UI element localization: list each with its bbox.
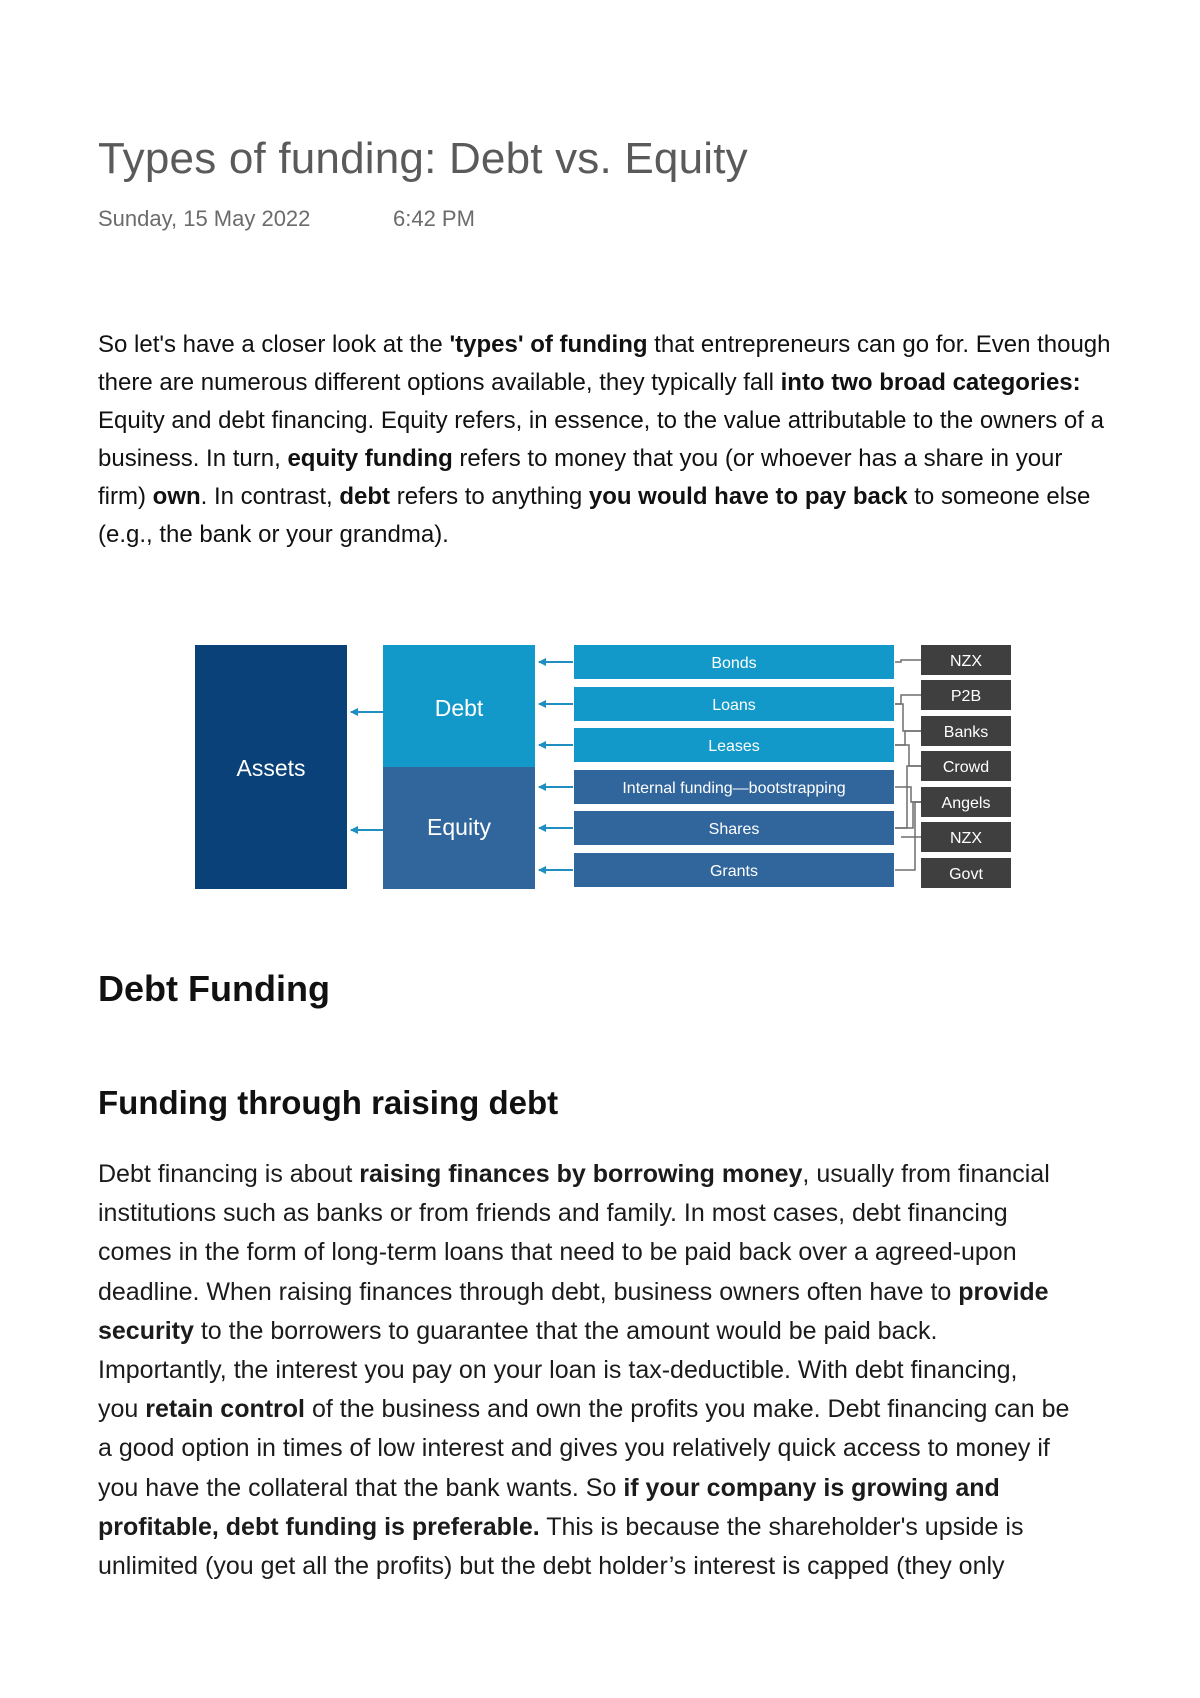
bold-text: own [152,483,201,510]
funding-type-label: Shares [708,821,760,838]
text-segment: Debt financing is about [98,1160,360,1188]
bold-text: profitable, debt funding is preferable. [98,1512,540,1541]
source-connector [895,695,921,704]
text-segment: a good option in times of low interest and gives you relatively quick access to money if [98,1434,1050,1463]
source-connector [895,787,921,802]
funding-type-label: Bonds [711,655,757,672]
assets-label: Assets [236,755,306,781]
bold-text: raising finances by borrowing money [359,1160,803,1188]
intro-paragraph [98,326,1200,554]
bold-text: into two broad categories: [780,369,1081,396]
text-segment: comes in the form of long-term loans that need to be paid back over a agreed-upon [98,1238,1017,1267]
text-line [98,1390,1200,1429]
text-line [98,326,1200,364]
text-segment: refers to anything [390,483,589,510]
text-segment: . In contrast, [200,483,340,510]
source-label: P2B [950,688,982,705]
text-line [98,1233,1200,1272]
text-segment: unlimited (you get all the profits) but the debt holder’s interest is capped (they only [98,1551,1005,1580]
funding-through-debt-subheading: Funding through raising debt [98,1084,559,1121]
text-segment: (e.g., the bank or your grandma). [98,521,449,548]
text-segment: to the borrowers to guarantee that the amount would be paid back. [193,1316,938,1345]
text-line [98,402,1200,440]
text-line [98,1429,1200,1468]
text-line [98,440,1200,478]
text-segment: there are numerous different options available, they typically fall [98,369,781,396]
text-line [98,1312,1200,1351]
funding-type-label: Internal funding—bootstrapping [622,780,846,797]
bold-text: you would have to pay back [588,483,908,510]
page-time: 6:42 PM [393,206,475,231]
source-connector [895,660,921,662]
bold-text: provide [958,1277,1049,1306]
source-label: NZX [950,653,982,670]
text-segment: of the business and own the profits you make. Debt financing can be [305,1395,1070,1424]
text-line [98,1351,1200,1390]
page-date: Sunday, 15 May 2022 [98,206,311,231]
text-line [98,1155,1200,1194]
source-label: Banks [943,724,989,741]
debt-funding-heading: Debt Funding [98,968,330,1009]
funding-type-label: Loans [712,697,756,714]
text-segment: Equity and debt financing. Equity refers, in essence, to the value attributable to the owners of a [98,407,1104,434]
debt-label: Debt [434,695,484,721]
text-segment: deadline. When raising finances through debt, business owners often have to [98,1277,959,1306]
text-segment: Importantly, the interest you pay on your loan is tax-deductible. With debt financing, [98,1355,1018,1384]
source-connector [895,704,921,731]
text-line [98,1469,1200,1508]
page-title: Types of funding: Debt vs. Equity [98,134,748,183]
text-segment: So let's have a closer look at the [98,331,450,358]
source-label: Angels [941,795,991,812]
diagram-sources [921,645,1011,888]
text-segment: you have the collateral that the bank wants. So [98,1473,624,1502]
bold-text: retain control [145,1395,306,1424]
source-label: Crowd [942,759,990,776]
text-segment: that entrepreneurs can go for. Even though [647,331,1111,358]
bold-text: security [98,1316,194,1345]
text-segment: firm) [98,483,153,510]
source-connector [895,802,921,828]
bold-text: if your company is growing and [623,1473,1000,1502]
text-line [98,478,1200,516]
funding-diagram [195,643,1025,899]
text-segment: to someone else [907,483,1091,510]
bold-text: 'types' of funding [449,331,648,358]
text-line [98,1273,1200,1312]
funding-type-label: Grants [709,863,759,880]
text-line [98,364,1200,402]
bold-text: debt [339,483,391,510]
text-segment: , usually from financial [802,1160,1050,1188]
text-segment: This is because the shareholder's upside is [539,1512,1024,1541]
source-connector [895,731,921,745]
debt-paragraph [98,1155,1200,1586]
source-connector [895,802,921,870]
text-line [98,1508,1200,1547]
diagram-rows [574,645,894,887]
text-line [98,516,1200,554]
bold-text: equity funding [287,445,453,472]
source-connector [895,766,921,828]
source-label: Govt [949,866,983,883]
text-segment: you [98,1395,146,1424]
funding-type-label: Leases [708,738,760,755]
equity-label: Equity [427,814,491,840]
text-segment: refers to money that you (or whoever has a share in your [452,445,1063,472]
text-line [98,1547,1200,1586]
text-line [98,1194,1200,1233]
source-label: NZX [950,830,982,847]
text-segment: business. In turn, [98,445,288,472]
text-segment: institutions such as banks or from friends and family. In most cases, debt financing [98,1199,1008,1228]
source-connector [895,745,921,766]
